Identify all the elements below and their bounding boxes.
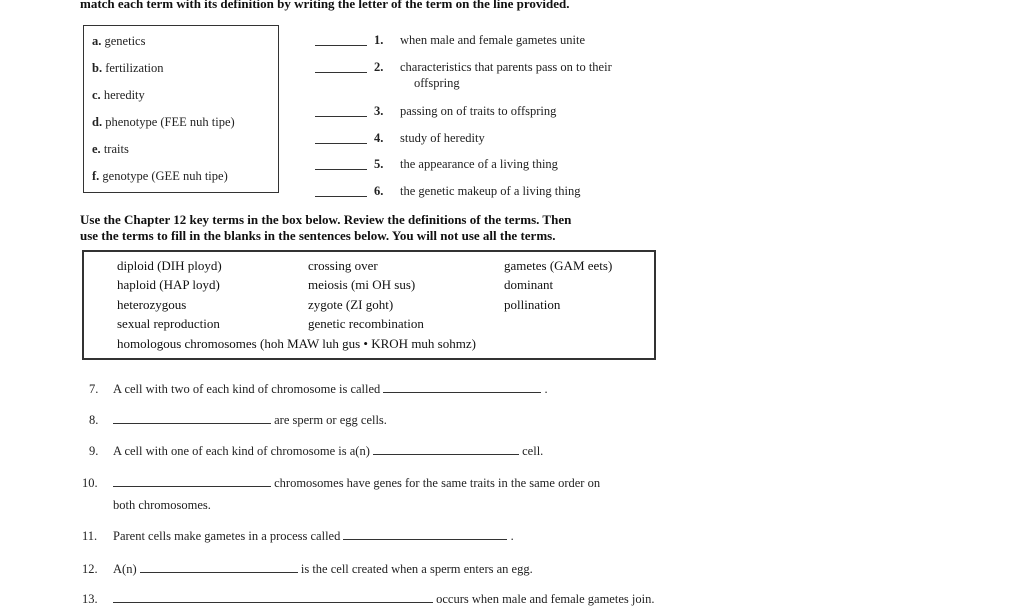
definition-number: 3. [374, 104, 384, 118]
term-a: a. genetics [92, 34, 146, 48]
sentence-12: A(n) is the cell created when a sperm enters an egg. [113, 562, 533, 576]
key-term: crossing over [308, 258, 378, 273]
answer-blank-4[interactable] [315, 143, 367, 144]
sentence-13: occurs when male and female gametes join. [113, 592, 654, 607]
sentence-7: A cell with two of each kind of chromosome is called . [113, 382, 548, 396]
sentence-number: 7. [89, 382, 99, 396]
definition-text: passing on of traits to offspring [400, 104, 557, 118]
definition-number: 1. [374, 33, 384, 47]
section1-instruction: match each term with its definition by writing the letter of the term on the line provided. [80, 0, 570, 11]
fill-blank-11[interactable] [343, 529, 507, 540]
term-d: d. phenotype (FEE nuh tipe) [92, 115, 235, 129]
sentence-10: chromosomes have genes for the same traits in the same order on [113, 476, 600, 491]
definition-text: the appearance of a living thing [400, 157, 558, 171]
sentence-8: are sperm or egg cells. [113, 413, 387, 428]
definition-number: 2. [374, 60, 384, 74]
definition-text: characteristics that parents pass on to their [400, 60, 612, 74]
answer-blank-6[interactable] [315, 196, 367, 197]
definition-text: study of heredity [400, 131, 485, 145]
sentence-number: 12. [82, 562, 98, 576]
sentence-number: 11. [82, 529, 98, 543]
term-c: c. heredity [92, 88, 145, 102]
key-term: homologous chromosomes (hoh MAW luh gus • KROH muh sohmz) [117, 336, 476, 351]
key-term: heterozygous [117, 297, 187, 312]
definition-text-continued: offspring [414, 76, 460, 90]
key-terms-box [82, 250, 656, 360]
sentence-10-continued: both chromosomes. [113, 498, 211, 512]
definition-text: the genetic makeup of a living thing [400, 184, 581, 198]
term-b: b. fertilization [92, 61, 164, 75]
sentence-number: 9. [89, 444, 99, 458]
answer-blank-2[interactable] [315, 72, 367, 73]
key-term: meiosis (mi OH sus) [308, 277, 416, 292]
definition-text: when male and female gametes unite [400, 33, 585, 47]
answer-blank-1[interactable] [315, 45, 367, 46]
fill-blank-10[interactable] [113, 476, 271, 487]
term-f: f. genotype (GEE nuh tipe) [92, 169, 228, 183]
fill-blank-12[interactable] [140, 562, 298, 573]
sentence-number: 13. [82, 592, 98, 606]
definition-number: 4. [374, 131, 384, 145]
key-term: genetic recombination [308, 316, 424, 331]
sentence-number: 10. [82, 476, 98, 490]
key-term: sexual reproduction [117, 316, 220, 331]
term-e: e. traits [92, 142, 129, 156]
definition-number: 6. [374, 184, 384, 198]
fill-blank-7[interactable] [383, 382, 541, 393]
section2-instruction-line2: use the terms to fill in the blanks in the sentences below. You will not use all the terms. [80, 228, 556, 243]
key-term: zygote (ZI goht) [308, 297, 394, 312]
key-term: pollination [504, 297, 561, 312]
definition-number: 5. [374, 157, 384, 171]
key-term: diploid (DIH ployd) [117, 258, 222, 273]
terms-box [83, 25, 279, 193]
fill-blank-13[interactable] [113, 592, 433, 603]
key-term: dominant [504, 277, 554, 292]
sentence-11: Parent cells make gametes in a process called . [113, 529, 514, 543]
key-term: haploid (HAP loyd) [117, 277, 220, 292]
answer-blank-3[interactable] [315, 116, 367, 117]
sentence-number: 8. [89, 413, 99, 427]
answer-blank-5[interactable] [315, 169, 367, 170]
key-term: gametes (GAM eets) [504, 258, 613, 273]
sentence-9: A cell with one of each kind of chromosome is a(n) cell. [113, 444, 544, 458]
section2-instruction-line1: Use the Chapter 12 key terms in the box below. Review the definitions of the terms. Then [80, 212, 572, 227]
fill-blank-9[interactable] [373, 444, 519, 455]
fill-blank-8[interactable] [113, 413, 271, 424]
